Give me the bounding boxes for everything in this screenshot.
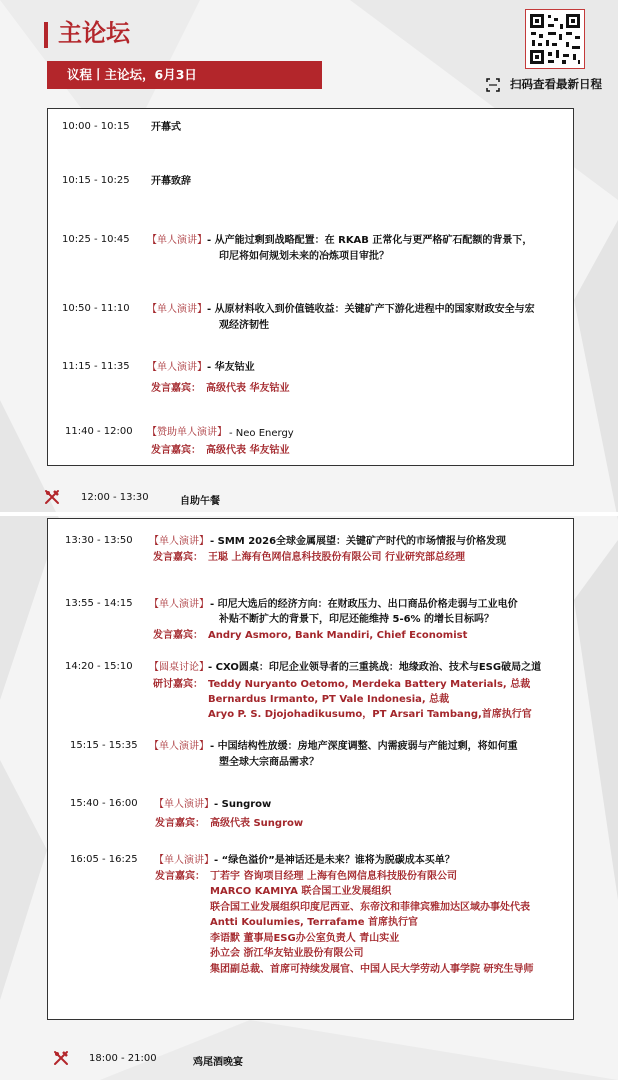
agenda-title: 塑全球大宗商品需求？ bbox=[219, 757, 319, 768]
agenda-title: 开幕致辞 bbox=[151, 176, 191, 187]
speaker: 孙立会 浙江华友钴业股份有限公司 bbox=[210, 948, 364, 959]
agenda-tag: 【单人演讲】 bbox=[154, 799, 214, 810]
agenda-time: 10:50 - 11:10 bbox=[62, 303, 130, 314]
title-accent-bar bbox=[44, 22, 48, 48]
speaker: 高级代表 华友钴业 bbox=[206, 383, 290, 394]
agenda-time: 13:30 - 13:50 bbox=[65, 535, 133, 546]
page-title: 主论坛 bbox=[58, 19, 130, 47]
speaker-label: 发言嘉宾： bbox=[153, 630, 203, 641]
speaker-label: 发言嘉宾： bbox=[155, 871, 205, 882]
speaker-label: 发言嘉宾： bbox=[153, 552, 203, 563]
speaker: 王聪 上海有色网信息科技股份有限公司 行业研究部总经理 bbox=[208, 552, 465, 563]
speaker: 丁若宇 咨询项目经理 上海有色网信息科技股份有限公司 bbox=[210, 871, 457, 882]
agenda-title: - Neo Energy bbox=[229, 428, 294, 439]
agenda-tag: 【单人演讲】 bbox=[154, 855, 214, 866]
lunch-name: 自助午餐 bbox=[180, 496, 220, 507]
agenda-tag: 【单人演讲】 bbox=[149, 599, 209, 610]
lunch-time: 12:00 - 13:30 bbox=[81, 492, 149, 503]
agenda-time: 10:00 - 10:15 bbox=[62, 121, 130, 132]
agenda-time: 11:15 - 11:35 bbox=[62, 361, 130, 372]
agenda-tag: 【单人演讲】 bbox=[149, 536, 209, 547]
fork-knife-icon bbox=[44, 489, 60, 505]
agenda-time: 10:15 - 10:25 bbox=[62, 175, 130, 186]
scan-for-schedule-text: 扫码查看最新日程 bbox=[510, 77, 602, 91]
agenda-time: 15:40 - 16:00 bbox=[70, 798, 138, 809]
agenda-time: 10:25 - 10:45 bbox=[62, 234, 130, 245]
speaker-label: 发言嘉宾： bbox=[155, 818, 205, 829]
speaker-label: 发言嘉宾： bbox=[151, 383, 201, 394]
speaker-label: 发言嘉宾： bbox=[151, 445, 201, 456]
speaker: Antti Koulumies, Terrafame 首席执行官 bbox=[210, 917, 418, 928]
speaker: 高级代表 华友钴业 bbox=[206, 445, 290, 456]
agenda-title: 开幕式 bbox=[151, 122, 181, 133]
agenda-title: 印尼将如何规划未来的冶炼项目审批？ bbox=[219, 251, 389, 262]
agenda-title: - 从产能过剩到战略配置：在 RKAB 正常化与更严格矿石配额的背景下， bbox=[207, 235, 533, 246]
section-divider bbox=[0, 512, 618, 516]
fork-knife-icon bbox=[53, 1050, 69, 1066]
agenda-tag: 【单人演讲】 bbox=[147, 304, 207, 315]
agenda-title: - 中国结构性放缓：房地产深度调整、内需疲弱与产能过剩，将如何重 bbox=[210, 741, 518, 752]
agenda-time: 14:20 - 15:10 bbox=[65, 661, 133, 672]
dinner-name: 鸡尾酒晚宴 bbox=[193, 1057, 243, 1068]
dinner-time: 18:00 - 21:00 bbox=[89, 1053, 157, 1064]
agenda-time: 11:40 - 12:00 bbox=[65, 426, 133, 437]
speaker: 集团副总裁、首席可持续发展官、中国人民大学劳动人事学院 研究生导师 bbox=[210, 964, 534, 975]
agenda-title: 观经济韧性 bbox=[219, 320, 269, 331]
agenda-title: - 华友钴业 bbox=[207, 362, 255, 373]
morning-session-box bbox=[47, 108, 574, 466]
qr-code-icon[interactable] bbox=[525, 9, 585, 69]
agenda-tag: 【单人演讲】 bbox=[147, 362, 207, 373]
agenda-title: 补贴不断扩大的背景下，印尼还能维持 5-6% 的增长目标吗？ bbox=[219, 614, 495, 625]
speaker: 高级代表 Sungrow bbox=[210, 818, 304, 829]
agenda-tag: 【赞助单人演讲】 bbox=[147, 427, 227, 438]
speaker: MARCO KAMIYA 联合国工业发展组织 bbox=[210, 886, 392, 897]
agenda-time: 13:55 - 14:15 bbox=[65, 598, 133, 609]
agenda-title: - 从原材料收入到价值链收益：关键矿产下游化进程中的国家财政安全与宏 bbox=[207, 304, 535, 315]
agenda-time: 15:15 - 15:35 bbox=[70, 740, 138, 751]
speaker: 联合国工业发展组织印度尼西亚、东帝汶和菲律宾雅加达区域办事处代表 bbox=[210, 902, 530, 913]
agenda-title: - CXO圆桌：印尼企业领导者的三重挑战：地缘政治、技术与ESG破局之道 bbox=[208, 662, 542, 673]
speaker: 李语默 董事局ESG办公室负责人 青山实业 bbox=[210, 933, 400, 944]
agenda-title: - “绿色溢价”是神话还是未来？谁将为脱碳成本买单？ bbox=[214, 855, 455, 866]
agenda-tag: 【单人演讲】 bbox=[149, 741, 209, 752]
agenda-banner: 议程丨主论坛，6月3日 bbox=[47, 61, 322, 89]
speaker-label: 研讨嘉宾： bbox=[153, 679, 203, 690]
speaker: Teddy Nuryanto Oetomo, Merdeka Battery Materials, 总裁 bbox=[208, 679, 531, 690]
agenda-title: - SMM 2026全球金属展望：关键矿产时代的市场情报与价格发现 bbox=[210, 536, 507, 547]
speaker: Andry Asmoro, Bank Mandiri, Chief Economist bbox=[208, 630, 468, 641]
agenda-title: - 印尼大选后的经济方向：在财政压力、出口商品价格走弱与工业电价 bbox=[210, 599, 518, 610]
agenda-title: - Sungrow bbox=[214, 799, 272, 810]
agenda-tag: 【单人演讲】 bbox=[147, 235, 207, 246]
agenda-time: 16:05 - 16:25 bbox=[70, 854, 138, 865]
speaker: Bernardus Irmanto, PT Vale Indonesia, 总裁 bbox=[208, 694, 450, 705]
scan-icon bbox=[486, 78, 500, 92]
agenda-tag: 【圆桌讨论】 bbox=[149, 662, 209, 673]
speaker: Aryo P. S. Djojohadikusumo，PT Arsari Tambang,首席执行官 bbox=[208, 709, 532, 720]
